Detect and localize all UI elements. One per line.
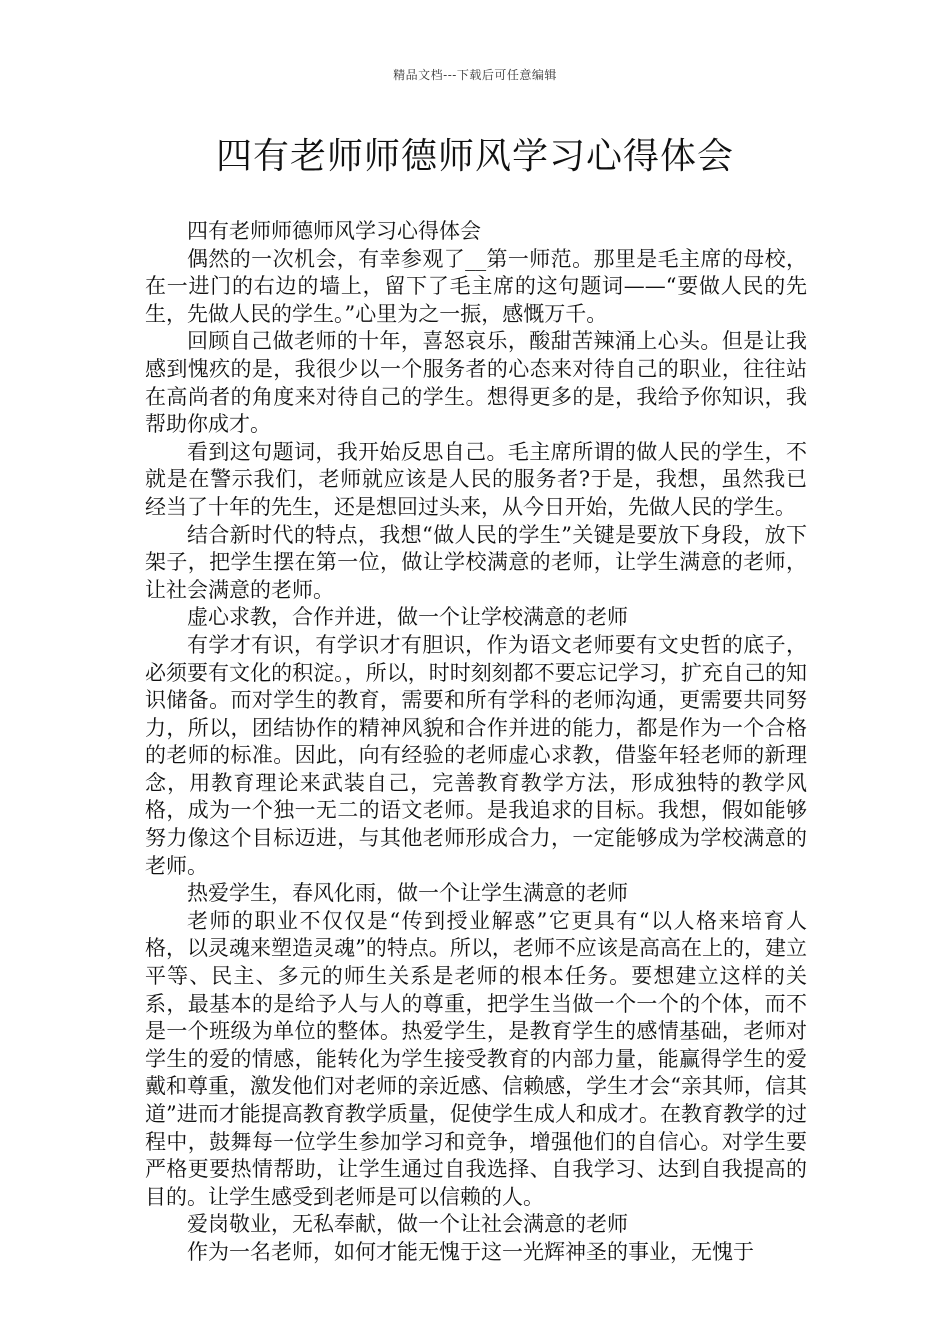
paragraph: 有学才有识，有学识才有胆识，作为语文老师要有文史哲的底子，必须要有文化的积淀。，所以，时时刻刻都不要忘记学习，扩充自己的知识储备。而对学生的教育，需要和所有学科的老师沟通，更需要共同努力，所以，团结协作的精神风貌和合作并进的能力，都是作为一个合格的老师的标准。因此，向有经验的老师虚心求教，借鉴年轻老师的新理念，用教育理论来武装自己，完善教育教学方法，形成独特的教学风格，成为一个独一无二的语文老师。是我追求的目标。我想，假如能够努力像这个目标迈进，与其他老师形成合力，一定能够成为学校满意的老师。 [145,632,807,878]
paragraph: 老师的职业不仅仅是“传到授业解惑”它更具有“以人格来培育人格，以灵魂来塑造灵魂”的特点。所以，老师不应该是高高在上的，建立平等、民主、多元的师生关系是老师的根本任务。要想建立这样的关系，最基本的是给予人与人的尊重，把学生当做一个一个的个体，而不是一个班级为单位的整体。热爱学生，是教育学生的感情基础，老师对学生的爱的情感，能转化为学生接受教育的内部力量，能赢得学生的爱戴和尊重，激发他们对老师的亲近感、信赖感，学生才会“亲其师，信其道”进而才能提高教育教学质量，促使学生成人和成才。在教育教学的过程中，鼓舞每一位学生参加学习和竞争，增强他们的自信心。对学生要严格更要热情帮助，让学生通过自我选择、自我学习、达到自我提高的目的。让学生感受到老师是可以信赖的人。 [145,908,807,1209]
section-heading: 虚心求教，合作并进，做一个让学校满意的老师 [187,605,628,630]
paragraph-subtitle: 四有老师师德师风学习心得体会 [187,219,481,243]
paragraph: 偶然的一次机会，有幸参观了__第一师范。那里是毛主席的母校，在一进门的右边的墙上，留下了毛主席的这句题词——“要做人民的先生，先做人民的学生。”心里为之一振，感慨万千。 [145,246,807,326]
paragraph: 结合新时代的特点，我想“做人民的学生”关键是要放下身段，放下架子，把学生摆在第一位，做让学校满意的老师，让学生满意的老师，让社会满意的老师。 [145,522,807,602]
document-body [145,218,807,1267]
paragraph: 回顾自己做老师的十年，喜怒哀乐，酸甜苦辣涌上心头。但是让我感到愧疚的是，我很少以一个服务者的心态来对待自己的职业，往往站在高尚者的角度来对待自己的学生。想得更多的是，我给予你知识，我帮助你成才。 [145,329,807,437]
paragraph: 看到这句题词，我开始反思自己。毛主席所谓的做人民的学生，不就是在警示我们，老师就应该是人民的服务者?于是，我想，虽然我已经当了十年的先生，还是想回过头来，从今日开始，先做人民的学生。 [145,439,807,519]
document-title: 四有老师师德师风学习心得体会 [215,136,734,177]
section-heading: 热爱学生，春风化雨，做一个让学生满意的老师 [187,881,628,906]
header-note: 精品文档---下载后可任意编辑 [393,68,557,82]
paragraph: 作为一名老师，如何才能无愧于这一光辉神圣的事业，无愧于 [187,1239,754,1264]
section-heading: 爱岗敬业，无私奉献，做一个让社会满意的老师 [187,1212,628,1237]
